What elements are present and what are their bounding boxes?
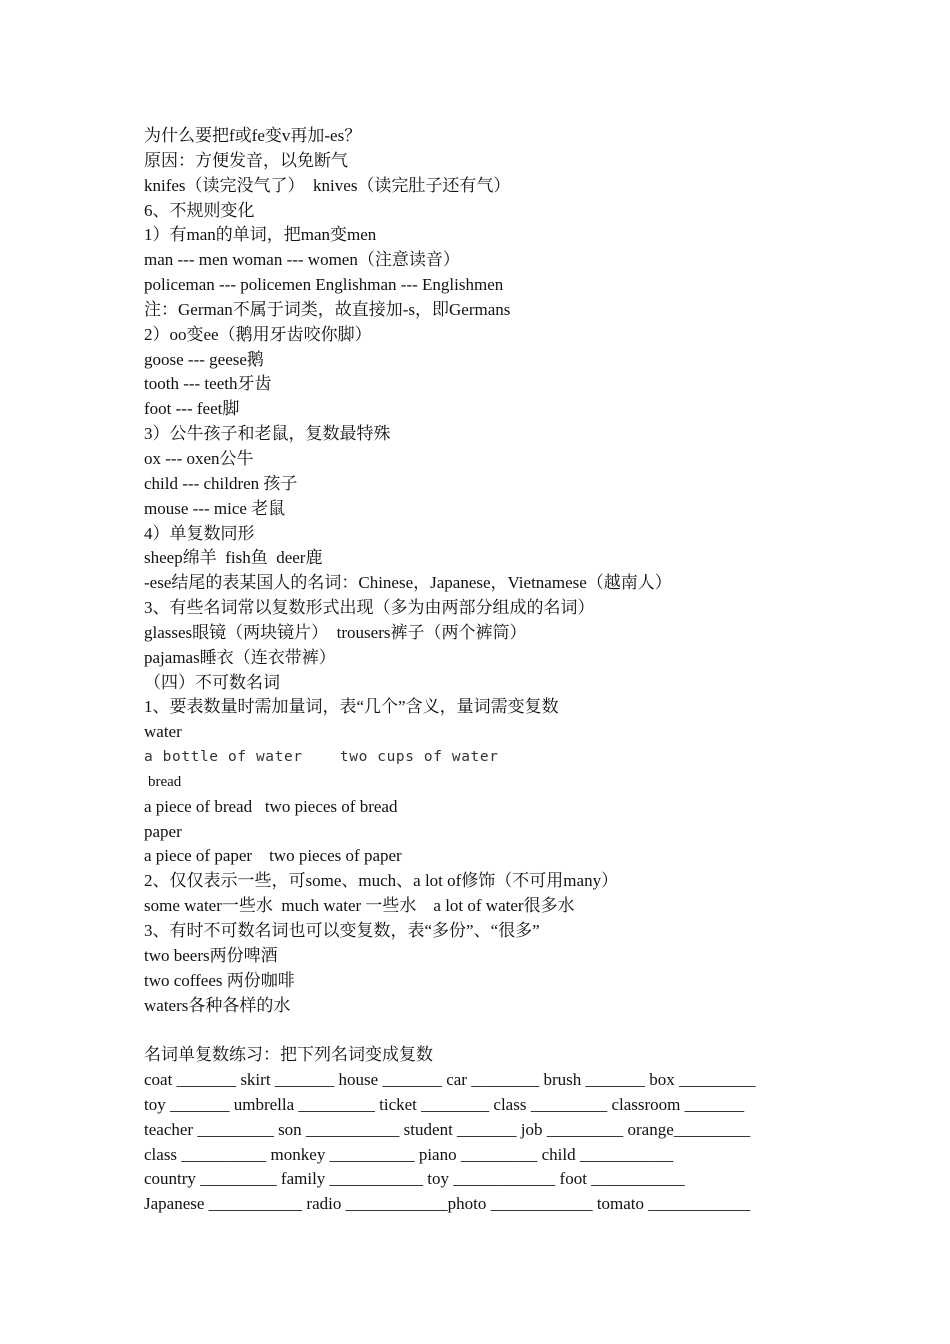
text-line: some water一些水 much water 一些水 a lot of water很多水: [144, 896, 575, 916]
exercise-line: coat _______ skirt _______ house _______ car ________ brush _______ box _________: [144, 1070, 756, 1090]
exercise-line: teacher _________ son ___________ student _______ job _________ orange_________: [144, 1119, 751, 1139]
text-line: glasses眼镜（两块镜片） trousers裤子（两个裤筒）: [144, 622, 527, 642]
text-line: water: [144, 722, 182, 742]
text-line: 1、要表数量时需加量词，表“几个”含义，量词需变复数: [144, 697, 559, 717]
text-line: two coffees 两份咖啡: [144, 970, 295, 990]
text-line: pajamas睡衣（连衣带裤）: [144, 647, 336, 667]
note-line: 注：German不属于词类，故直接加-s，即Germans: [144, 299, 511, 319]
section-heading: 3、有时不可数名词也可以变复数，表“多份”、“很多”: [144, 921, 540, 940]
text-line: 3）公牛孩子和老鼠，复数最特殊: [144, 424, 391, 444]
text-line: child --- children 孩子: [144, 473, 298, 493]
text-line: 2）oo变ee（鹅用牙齿咬你脚）: [144, 324, 372, 344]
text-line: goose --- geese鹅: [144, 349, 264, 369]
document-body: [144, 124, 844, 1217]
text-line: a piece of bread two pieces of bread: [144, 796, 398, 816]
blank-line: [144, 1018, 844, 1043]
text-line: waters各种各样的水: [144, 995, 291, 1015]
exercise-heading: 名词单复数练习：把下列名词变成复数: [144, 1045, 433, 1065]
exercise-line: Japanese ___________ radio ____________photo ____________ tomato ____________: [144, 1194, 751, 1214]
section-heading: 2、仅仅表示一些，可some、much、a lot of修饰（不可用many）: [144, 871, 619, 891]
text-line: -ese结尾的表某国人的名词：Chinese，Japanese，Vietnamese（越南人）: [144, 573, 672, 593]
text-line: 为什么要把f或fe变v再加-es？: [144, 126, 362, 145]
text-line: 原因：方便发音，以免断气: [144, 150, 348, 170]
text-line: man --- men woman --- women（注意读音）: [144, 250, 460, 270]
exercise-line: class __________ monkey __________ piano _________ child ___________: [144, 1144, 674, 1164]
text-line: knifes（读完没气了） knives（读完肚子还有气）: [144, 175, 511, 195]
section-heading: 6、不规则变化: [144, 200, 255, 220]
text-line: sheep绵羊 fish鱼 deer鹿: [144, 548, 323, 568]
exercise-line: toy _______ umbrella _________ ticket ________ class _________ classroom _______: [144, 1094, 745, 1114]
text-line: 4）单复数同形: [144, 523, 255, 543]
text-line: a piece of paper two pieces of paper: [144, 846, 402, 866]
text-line: 1）有man的单词，把man变men: [144, 225, 377, 245]
text-line: foot --- feet脚: [144, 399, 240, 419]
section-heading: （四）不可数名词: [144, 672, 280, 692]
text-line: tooth --- teeth牙齿: [144, 374, 272, 394]
exercise-line: country _________ family ___________ toy ____________ foot ___________: [144, 1169, 685, 1189]
text-line: policeman --- policemen Englishman --- Englishmen: [144, 275, 504, 295]
text-line: ox --- oxen公牛: [144, 448, 254, 468]
text-line: bread: [148, 773, 182, 790]
text-line: mouse --- mice 老鼠: [144, 498, 286, 518]
section-heading: 3、有些名词常以复数形式出现（多为由两部分组成的名词）: [144, 598, 595, 618]
text-line: paper: [144, 821, 182, 841]
example-line-monospace: a bottle of water two cups of water: [144, 749, 499, 766]
text-line: two beers两份啤酒: [144, 945, 278, 965]
